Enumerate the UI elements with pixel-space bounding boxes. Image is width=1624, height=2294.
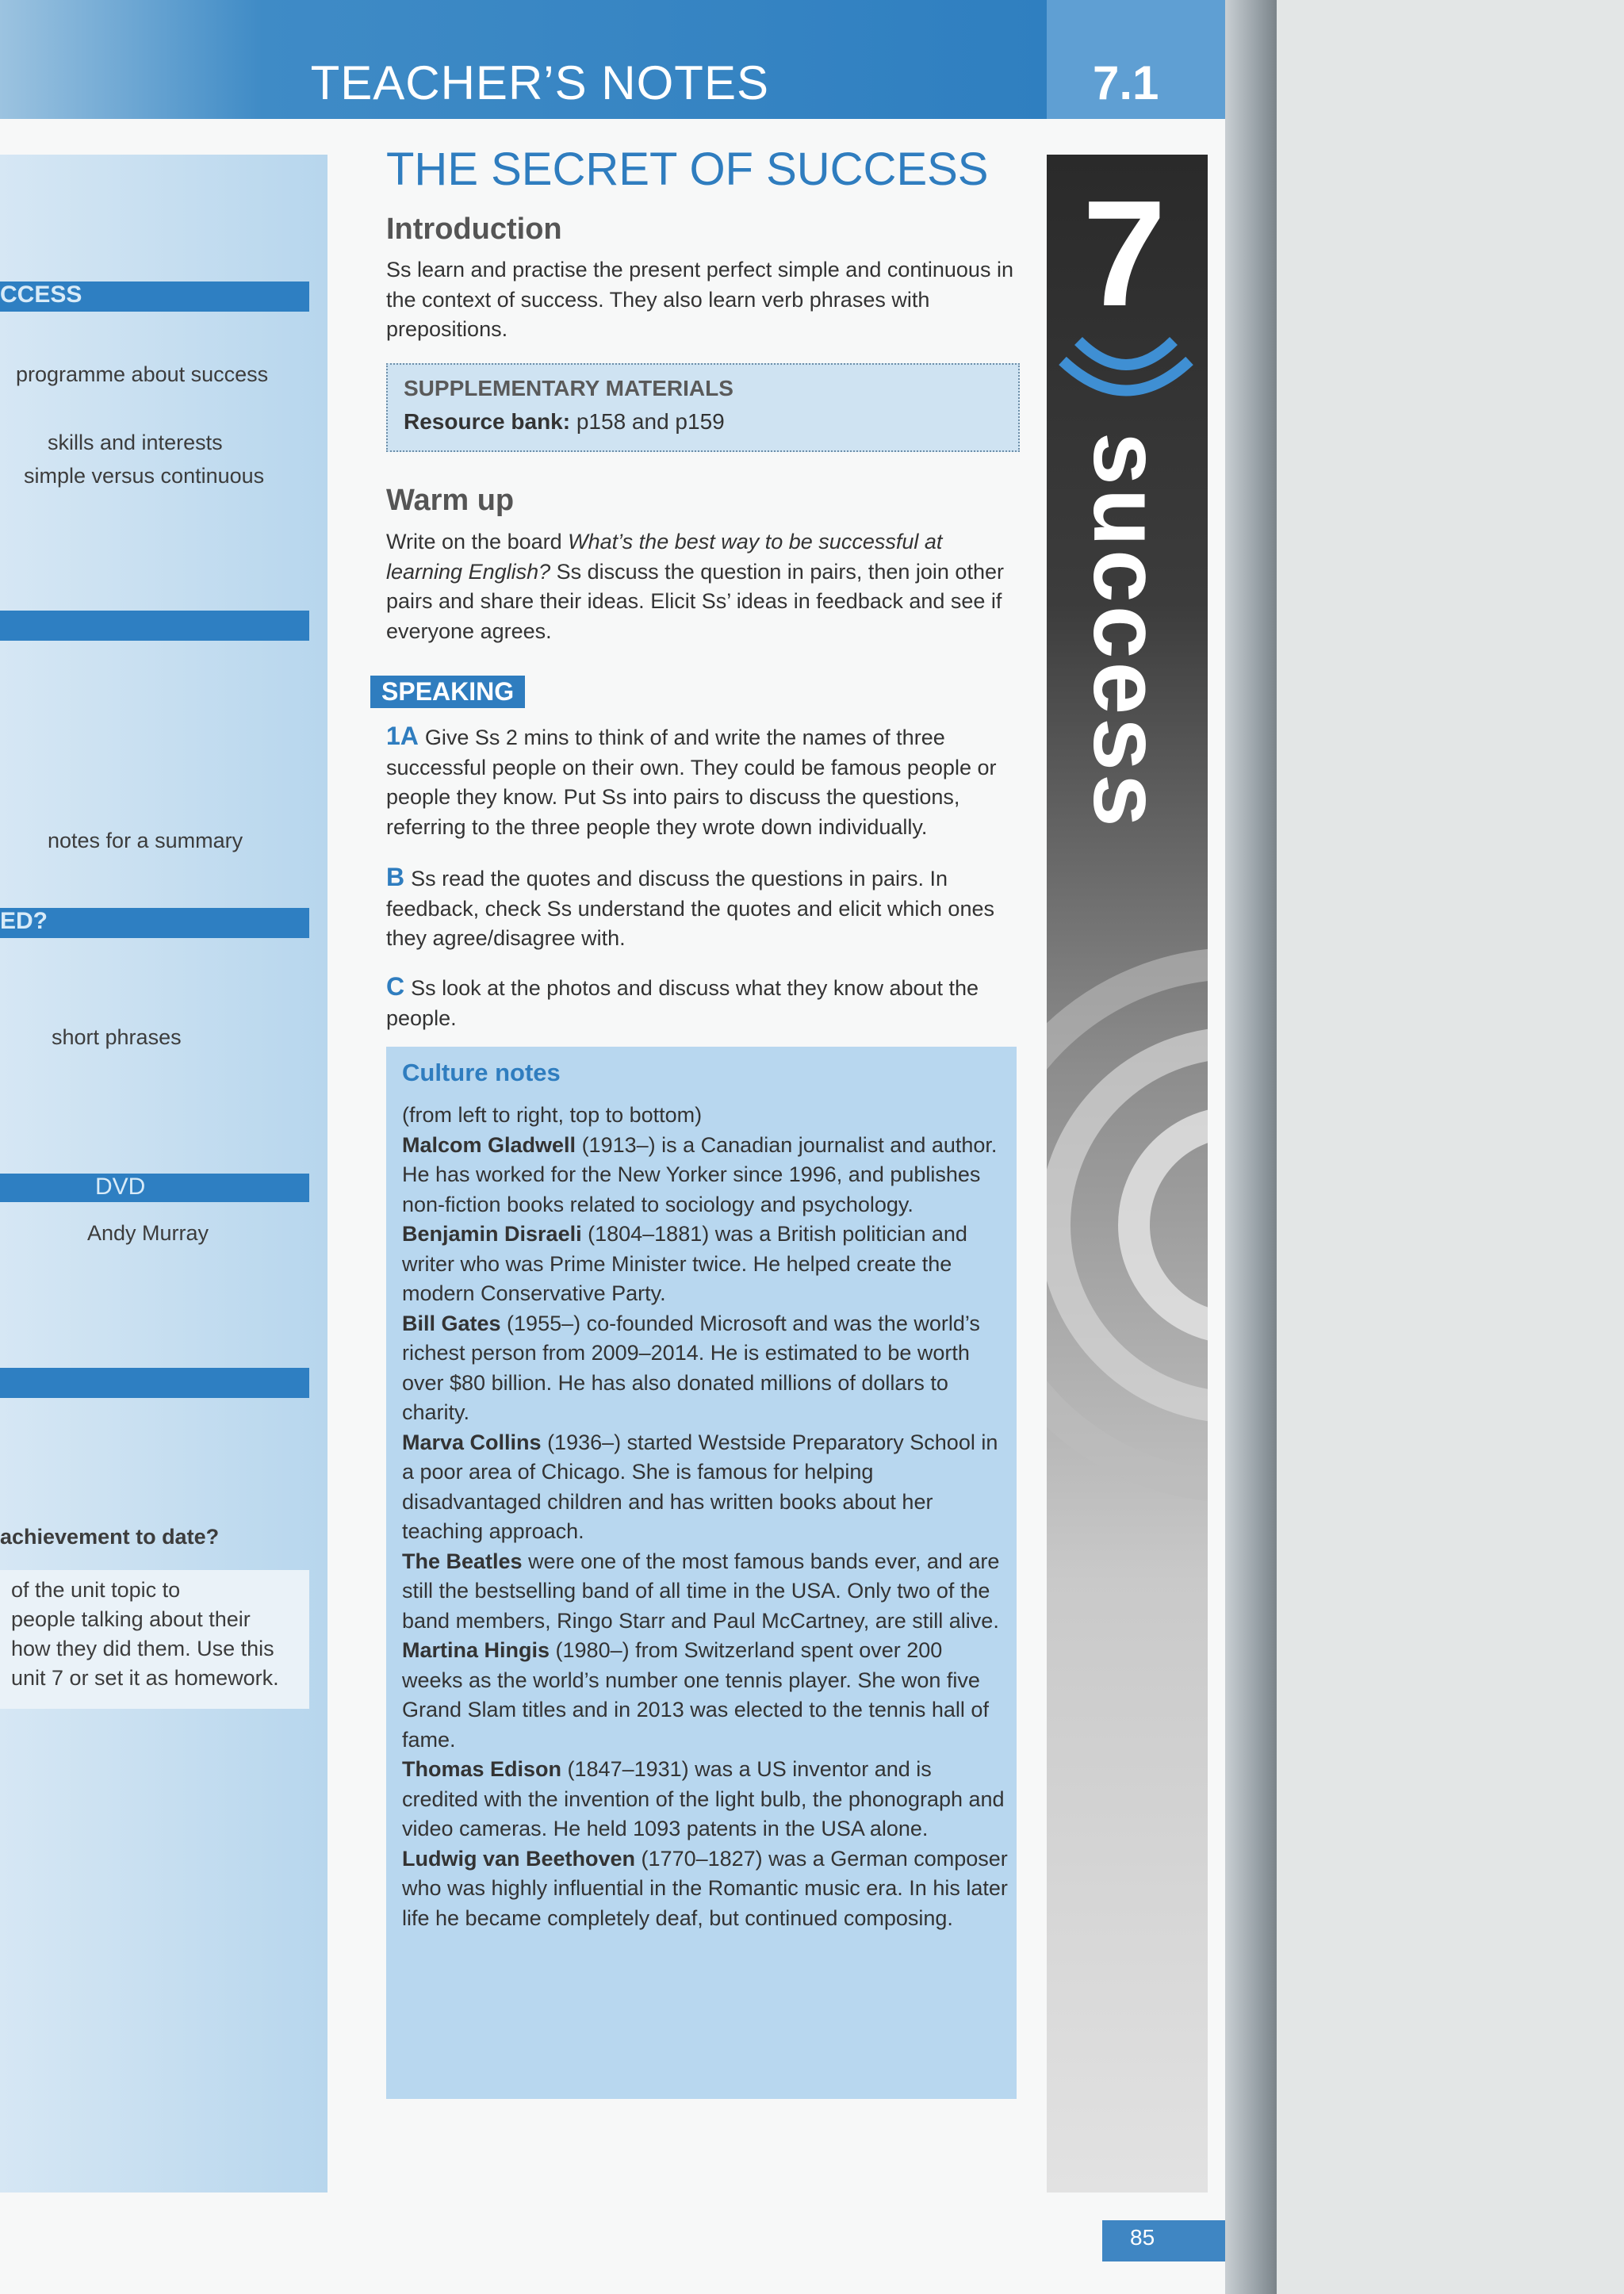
exercise-letter: B	[386, 863, 405, 891]
supplementary-box	[386, 363, 1020, 452]
overview-line: programme about success	[16, 362, 269, 386]
exercise-1a: 1A Give Ss 2 mins to think of and write the names of three successful people on their own. They could be famous people or people they know. Put Ss into pairs to discuss the questions, referring to the three people they wrote down individually.	[386, 722, 997, 839]
resource-line	[404, 409, 725, 435]
overview-line: Andy Murray	[87, 1221, 209, 1245]
overview-line: short phrases	[52, 1025, 182, 1049]
culture-note-item: Ludwig van Beethoven (1770–1827) was a German composer who was highly influential in the Romantic music era. In his later life he became completely deaf, but continued composing.	[402, 1846, 1008, 1930]
warmup-text: Write on the board What’s the best way to be successful at learning English? Ss discuss the question in pairs, then join other pairs and share their ideas. Elicit Ss’ ideas in feedback and see if everyone agrees.	[386, 530, 1004, 643]
intro-heading: Introduction	[386, 213, 562, 246]
unit-number: 7.1	[1093, 56, 1159, 109]
supplementary-title: SUPPLEMENTARY MATERIALS	[404, 376, 733, 400]
speech-wave-icon	[1047, 325, 1208, 412]
overview-line: skills and interests	[48, 431, 223, 454]
culture-note-item: Thomas Edison (1847–1931) was a US inventor and is credited with the invention of the light bulb, the phonograph and video cameras. He held 1093 patents in the USA alone.	[402, 1757, 1005, 1840]
culture-note-item: Benjamin Disraeli (1804–1881) was a British politician and writer who was Prime Minister twice. He helped create the modern Conservative Party.	[402, 1222, 967, 1305]
previous-page-overview	[0, 155, 327, 2193]
lesson-title: THE SECRET OF SUCCESS	[386, 144, 989, 195]
culture-notes-title: Culture notes	[402, 1059, 561, 1086]
overview-bar-1: CCESS	[0, 281, 309, 312]
page-number-box	[1102, 2220, 1225, 2261]
exercise-b: B Ss read the quotes and discuss the questions in pairs. In feedback, check Ss understand the quotes and elicit which ones they agree/disagree with.	[386, 863, 994, 950]
culture-notes-box	[386, 1047, 1017, 2099]
culture-note-item: The Beatles were one of the most famous bands ever, and are still the bestselling band of all time in the USA. Only two of the band members, Ringo Starr and Paul McCartney, are still alive.	[402, 1549, 1000, 1633]
resource-pages: p158 and p159	[576, 409, 725, 434]
unit-strip-number: 7	[1082, 170, 1166, 338]
overview-bar-2	[0, 611, 309, 641]
overview-box-line: people talking about their	[11, 1607, 251, 1631]
resource-label: Resource bank:	[404, 409, 571, 434]
header-title: TEACHER’S NOTES	[310, 56, 769, 109]
overview-box	[0, 1570, 309, 1709]
overview-line: notes for a summary	[48, 829, 243, 852]
intro-text: Ss learn and practise the present perfect simple and continuous in the context of success. They also learn verb phrases with prepositions.	[386, 258, 1013, 341]
unit-strip-word: success	[1074, 432, 1180, 830]
overview-line: simple versus continuous	[24, 464, 265, 488]
book-binding	[1225, 0, 1277, 2294]
culture-note-item: Malcom Gladwell (1913–) is a Canadian journalist and author. He has worked for the New Yorker since 1996, and publishes non-fiction books related to sociology and psychology.	[402, 1132, 998, 1216]
exercise-letter: C	[386, 972, 405, 1001]
unit-strip	[1047, 155, 1208, 2193]
culture-notes-intro: (from left to right, top to bottom)	[402, 1103, 703, 1127]
warmup-heading: Warm up	[386, 484, 515, 517]
page-number: 85	[1130, 2225, 1155, 2250]
overview-bar-3: ED?	[0, 908, 309, 938]
culture-note-item: Marva Collins (1936–) started Westside Preparatory School in a poor area of Chicago. She is famous for helping disadvantaged children and has written books about her teaching approach.	[402, 1430, 998, 1543]
overview-box-line: unit 7 or set it as homework.	[11, 1666, 279, 1690]
header-bar	[0, 0, 1047, 119]
speaking-label: SPEAKING	[370, 676, 525, 708]
exercise-c: C Ss look at the photos and discuss what they know about the people.	[386, 972, 979, 1030]
culture-note-item: Martina Hingis (1980–) from Switzerland spent over 200 weeks as the world’s number one tennis player. She won five Grand Slam titles and in 2013 was elected to the tennis hall of fame.	[402, 1638, 989, 1752]
overview-question: achievement to date?	[0, 1525, 220, 1549]
culture-note-item: Bill Gates (1955–) co-founded Microsoft and was the world’s richest person from 2009–2014. He is estimated to be worth over $80 billion. He has also donated millions of dollars to charity.	[402, 1311, 980, 1424]
culture-notes-body	[402, 1101, 1009, 1933]
book-cover-edge	[1277, 0, 1624, 2294]
overview-bar-dvd: DVD	[0, 1174, 309, 1202]
overview-bar-4	[0, 1368, 309, 1398]
overview-box-line: how they did them. Use this	[11, 1637, 274, 1660]
overview-box-line: of the unit topic to	[11, 1578, 181, 1602]
decorative-circles	[1047, 868, 1208, 1582]
exercise-letter: 1A	[386, 722, 419, 750]
